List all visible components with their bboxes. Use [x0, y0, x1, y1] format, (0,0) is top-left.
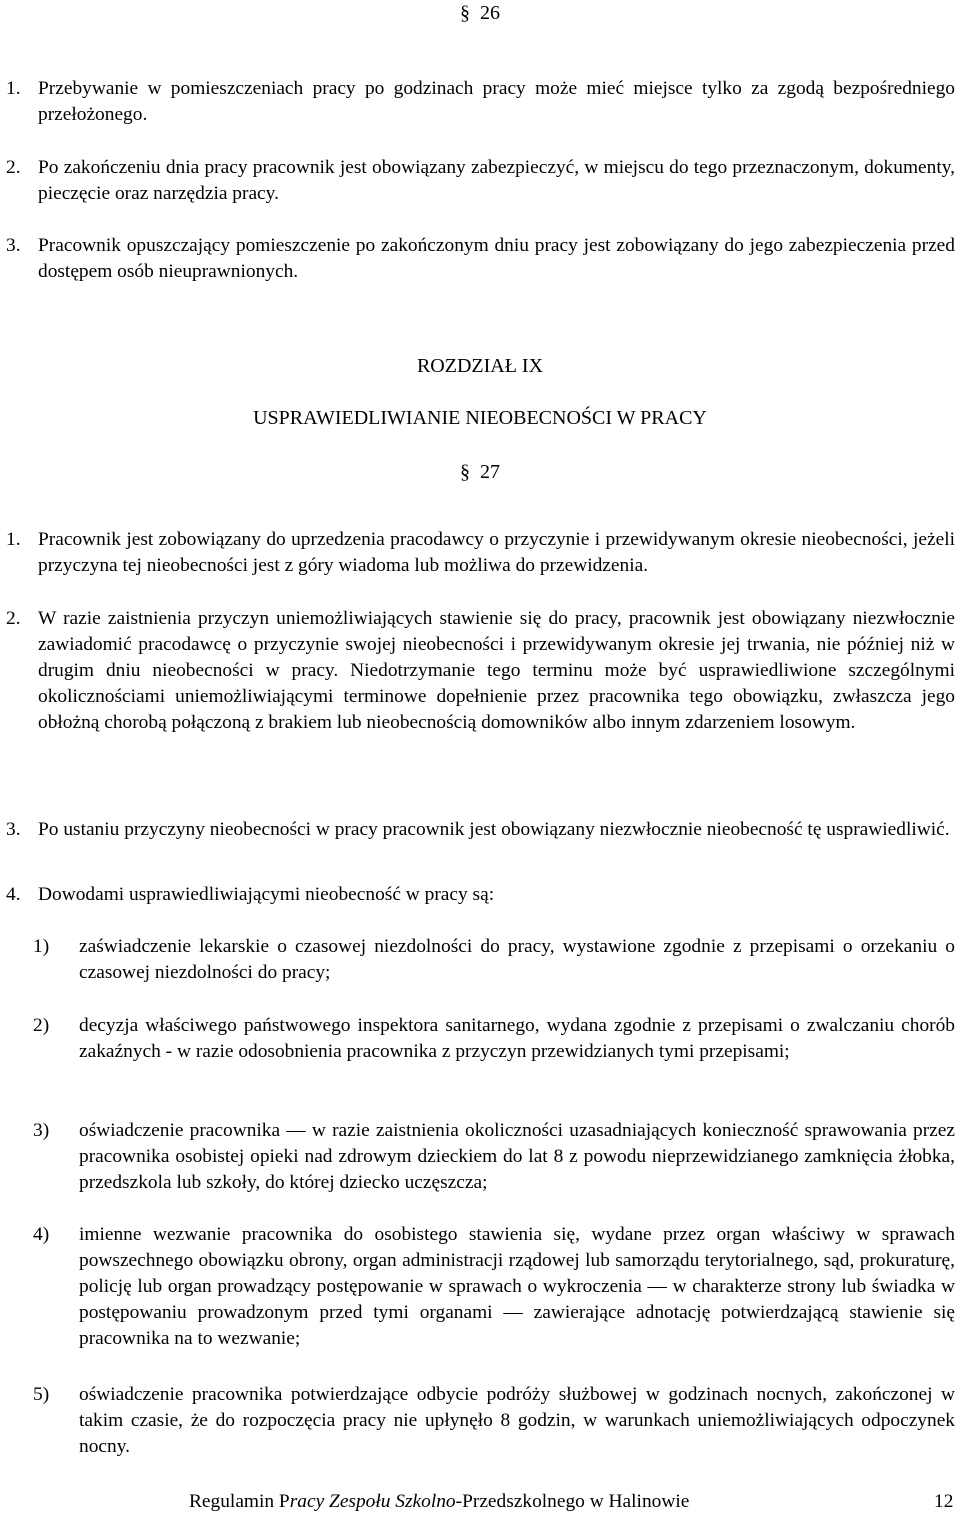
- section26-item-1: [0, 76, 955, 128]
- evidence-subitem-5: [0, 1382, 955, 1460]
- footer-title-part-1: Regulamin P: [189, 1491, 290, 1512]
- paragraph-number: 26: [480, 2, 500, 24]
- footer-title: [189, 1490, 689, 1514]
- subitem-text: oświadczenie pracownika — w razie zaistnienia okoliczności uzasadniających konieczność sprawowania przez pracownika osobistej opieki nad zdrowym dzieckiem do lat 8 z powodu nieprzewidzianego zamknięcia żłobka, przedszkola lub szkoły, do której dziecko uczęszcza;: [79, 1120, 955, 1193]
- evidence-subitem-4: [0, 1222, 955, 1352]
- subitem-text: imienne wezwanie pracownika do osobistego stawienia się, wydane przez organ właściwy w sprawach powszechnego obowiązku obrony, organ administracji rządowej lub samorządu terytorialnego, sąd, prokuraturę, policję lub organ prowadzący postępowanie w sprawach o wykroczenia — w charakterze strony lub świadka w postępowaniu prowadzonym przed tymi organami — zawierające adnotację potwierdzającą stawienie się pracownika na to wezwanie;: [79, 1224, 955, 1349]
- subitem-number: 2): [33, 1015, 50, 1036]
- item-number: 3.: [6, 235, 21, 256]
- paragraph-heading-27: [0, 459, 960, 485]
- footer-title-italic: racy Zespołu Szkolno: [289, 1491, 456, 1512]
- section26-item-3: [0, 233, 955, 285]
- item-text: Pracownik opuszczający pomieszczenie po zakończonym dniu pracy jest zobowiązany do jego zabezpieczenia przed dostępem osób nieuprawnionych.: [38, 235, 955, 282]
- subitem-number: 4): [33, 1224, 50, 1245]
- section27-item-1: [0, 527, 955, 579]
- item-text: Po zakończeniu dnia pracy pracownik jest obowiązany zabezpieczyć, w miejscu do tego przeznaczonym, dokumenty, pieczęcie oraz narzędzia pracy.: [38, 157, 955, 204]
- footer-title-part-2: -Przedszkolnego w Halinowie: [455, 1491, 690, 1512]
- item-number: 4.: [6, 884, 21, 905]
- item-number: 2.: [6, 157, 21, 178]
- item-text: W razie zaistnienia przyczyn uniemożliwiających stawienie się do pracy, pracownik jest obowiązany niezwłocznie zawiadomić pracodawcę o przyczynie swojej nieobecności i przewidywanym okresie jej trwania, nie później niż w drugim dniu nieobecności w pracy. Niedotrzymanie tego terminu może być usprawiedliwione szczególnymi okolicznościami uniemożliwiającymi terminowe dopełnienie przez pracownika tego obowiązku, zwłaszcza jego obłożną chorobą połączoną z brakiem lub nieobecnością domowników albo innym zdarzeniem losowym.: [38, 608, 955, 733]
- chapter-title: ROZDZIAŁ IX: [416, 355, 544, 377]
- subitem-number: 3): [33, 1120, 50, 1141]
- subitem-text: decyzja właściwego państwowego inspektora sanitarnego, wydana zgodnie z przepisami o zwalczaniu chorób zakaźnych - w razie odosobnienia pracownika z przyczyn przewidzianych tymi przepisami;: [79, 1015, 955, 1062]
- evidence-subitem-2: [0, 1013, 955, 1065]
- section27-item-4: [0, 882, 955, 908]
- paragraph-sign: §: [460, 461, 470, 483]
- item-text: Pracownik jest zobowiązany do uprzedzenia pracodawcy o przyczynie i przewidywanym okresie nieobecności, jeżeli przyczyna tej nieobecności jest z góry wiadoma lub możliwa do przewidzenia.: [38, 529, 955, 576]
- paragraph-number: 27: [480, 461, 500, 483]
- evidence-subitem-3: [0, 1118, 955, 1196]
- item-number: 2.: [6, 608, 21, 629]
- item-text: Dowodami usprawiedliwiającymi nieobecność w pracy są:: [38, 884, 495, 905]
- paragraph-heading-26: [0, 0, 960, 26]
- item-number: 3.: [6, 819, 21, 840]
- item-number: 1.: [6, 529, 21, 550]
- subitem-number: 1): [33, 936, 50, 957]
- subitem-text: oświadczenie pracownika potwierdzające odbycie podróży służbowej w godzinach nocnych, zakończonej w takim czasie, że do rozpoczęcia pracy nie upłynęło 8 godzin, w warunkach uniemożliwiających odpoczynek nocny.: [79, 1384, 955, 1457]
- item-text: Po ustaniu przyczyny nieobecności w pracy pracownik jest obowiązany niezwłocznie nieobecność tę usprawiedliwić.: [38, 819, 950, 840]
- section27-item-2: [0, 606, 955, 736]
- page-number: 12: [934, 1491, 954, 1512]
- section27-item-3: [0, 817, 955, 843]
- item-number: 1.: [6, 78, 21, 99]
- section26-item-2: [0, 155, 955, 207]
- evidence-subitem-1: [0, 934, 955, 986]
- item-text: Przebywanie w pomieszczeniach pracy po godzinach pracy może mieć miejsce tylko za zgodą bezpośredniego przełożonego.: [38, 78, 955, 125]
- subitem-number: 5): [33, 1384, 50, 1405]
- subitem-text: zaświadczenie lekarskie o czasowej niezdolności do pracy, wystawione zgodnie z przepisami o orzekaniu o czasowej niezdolności do pracy;: [79, 936, 955, 983]
- paragraph-sign: §: [460, 2, 470, 24]
- chapter-subtitle: USPRAWIEDLIWIANIE NIEOBECNOŚCI W PRACY: [253, 407, 707, 429]
